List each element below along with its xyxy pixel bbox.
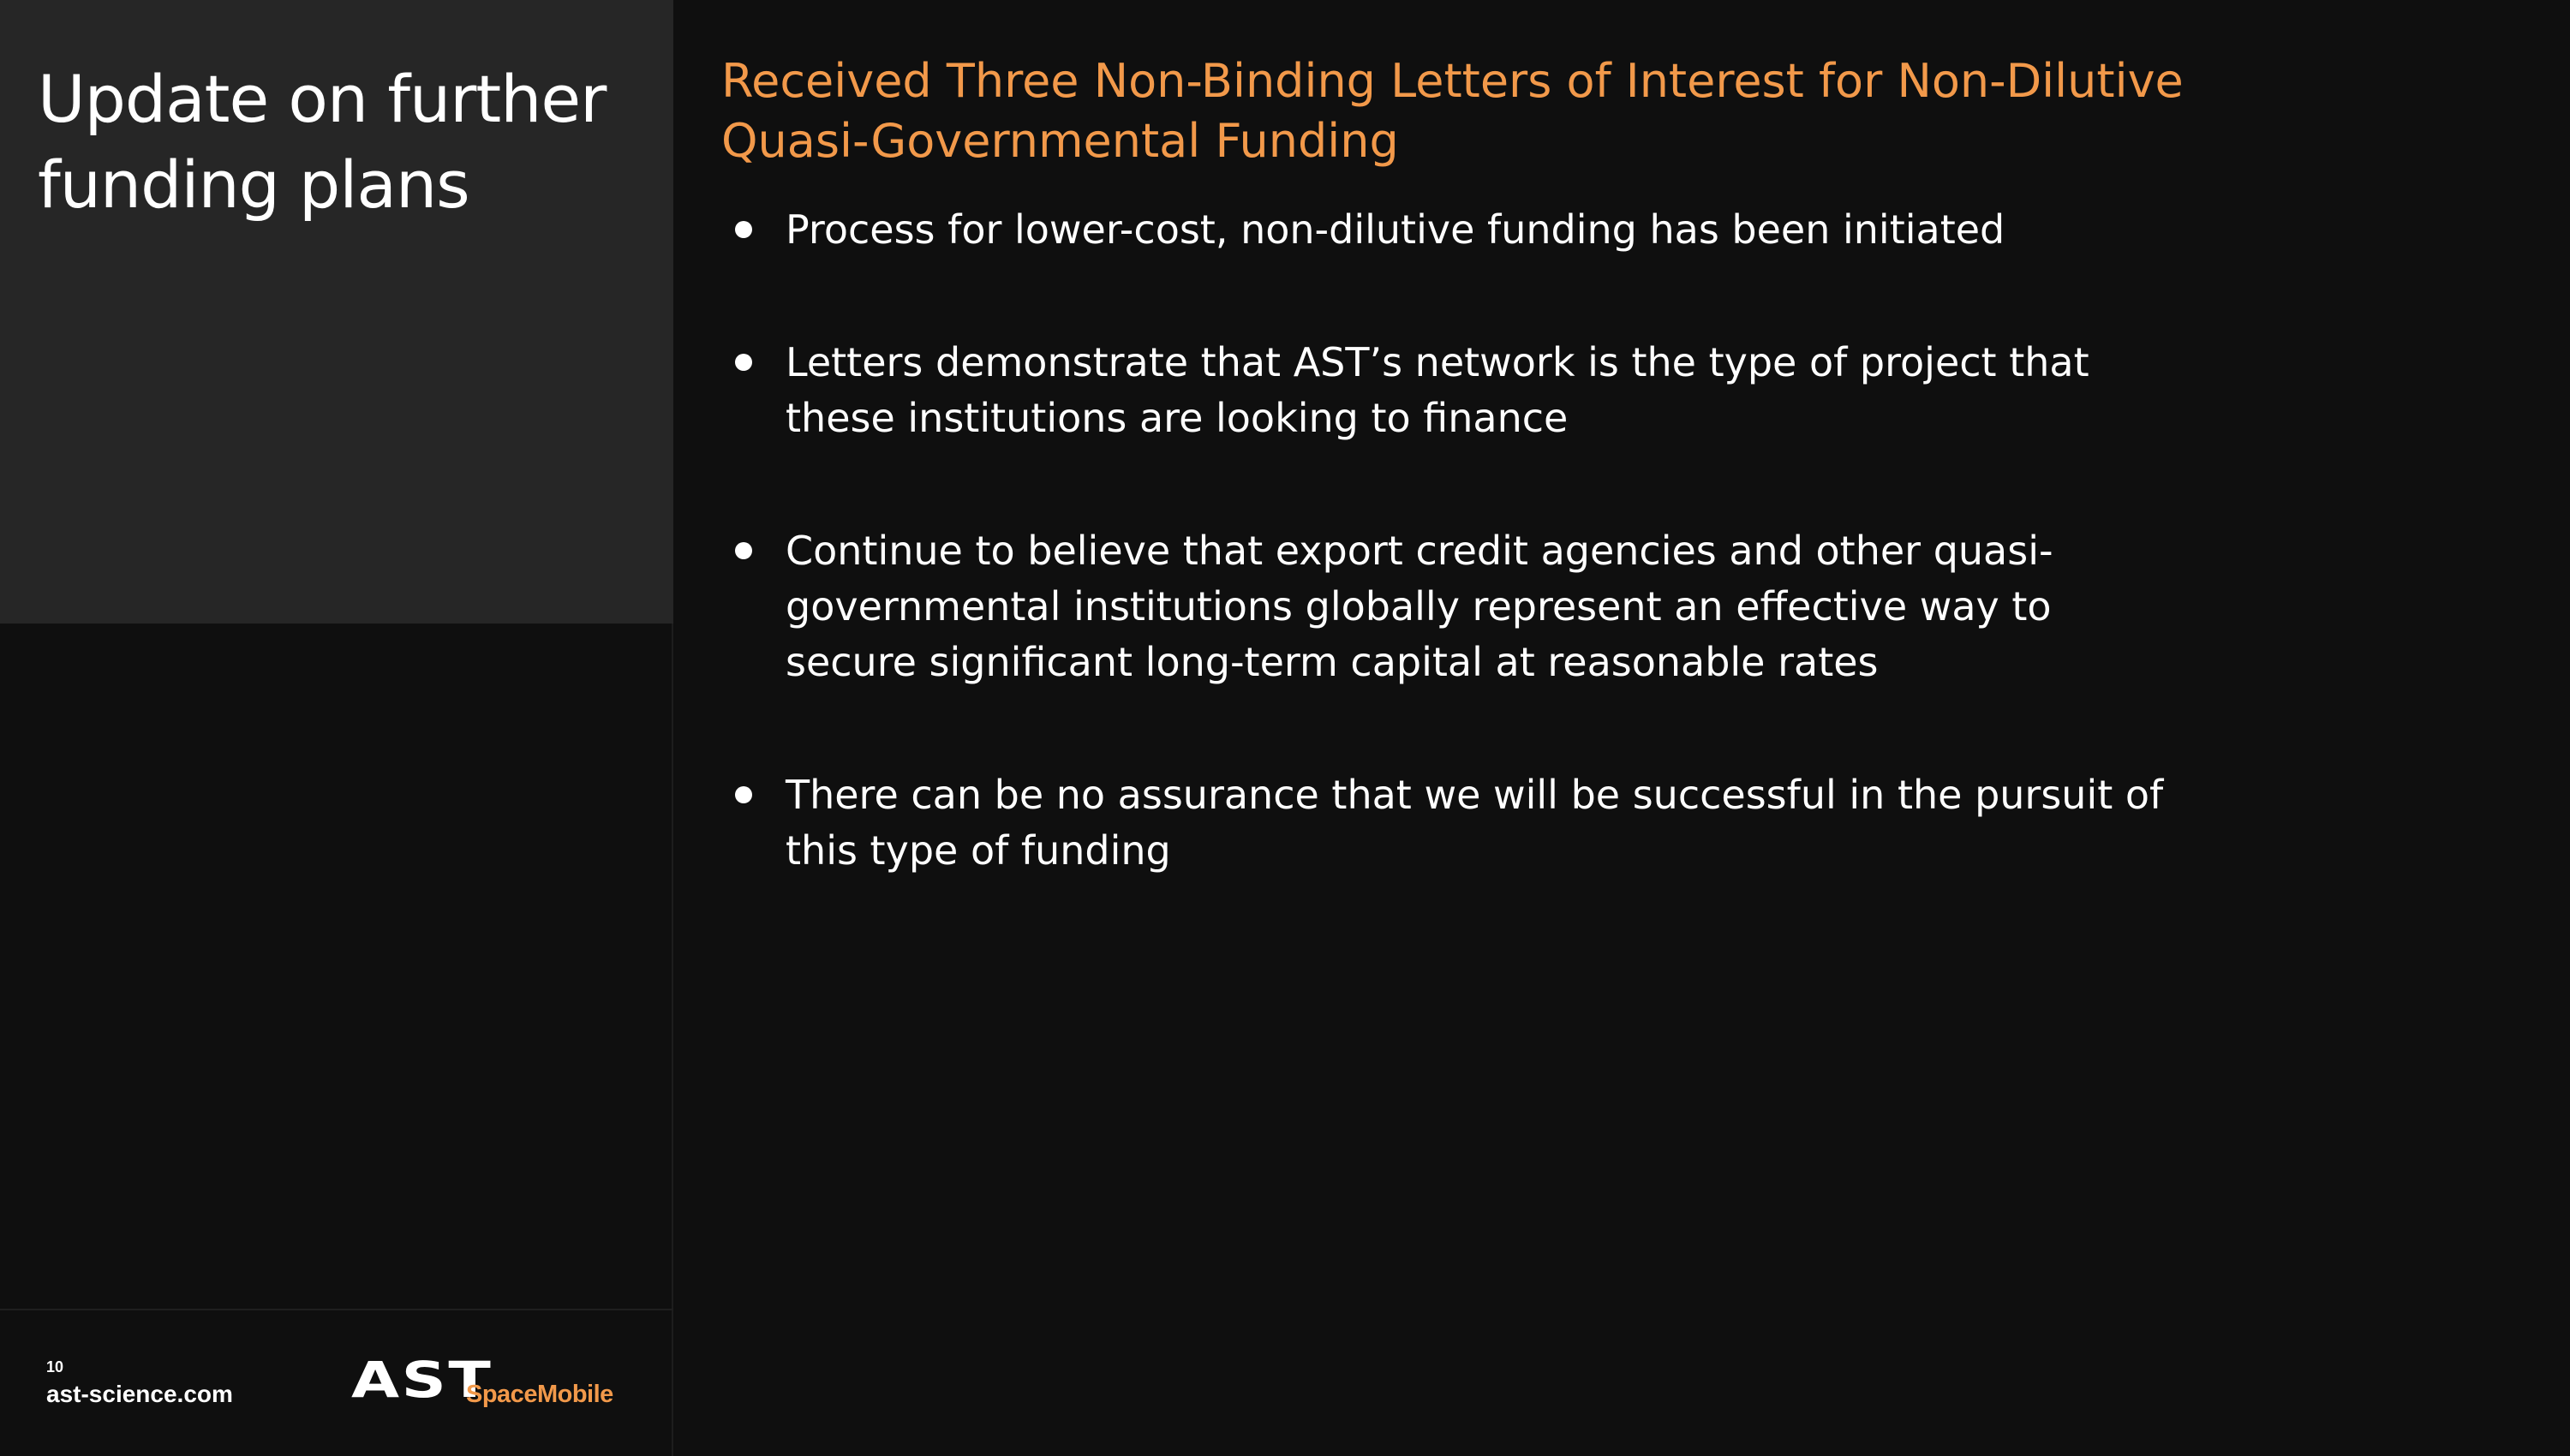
bullet-list xyxy=(721,202,2195,879)
bullet-text: Letters demonstrate that AST’s network is the type of project that these institutions are looking to finance xyxy=(786,339,2089,441)
logo-mark: AST xyxy=(351,1351,493,1409)
footer xyxy=(0,1309,673,1456)
left-panel xyxy=(0,0,673,1456)
bullet-text: There can be no assurance that we will be successful in the pursuit of this type of funding xyxy=(786,772,2164,874)
bullet-item xyxy=(721,202,2195,258)
bullet-item xyxy=(721,767,2195,879)
logo-subtitle: SpaceMobile xyxy=(466,1381,613,1408)
bullet-text: Continue to believe that export credit agencies and other quasi-governmental institutions globally represent an effective way to secure significant long-term capital at reasonable rates xyxy=(786,528,2053,685)
headline: Received Three Non-Binding Letters of Interest for Non-Dilutive Quasi-Governmental Funding xyxy=(721,54,2184,168)
bullet-dot-icon xyxy=(735,221,752,238)
website-text: ast-science.com xyxy=(46,1381,233,1407)
ast-spacemobile-logo xyxy=(351,1351,613,1415)
bullet-dot-icon xyxy=(735,542,752,559)
page-number: 10 xyxy=(46,1358,64,1375)
bullet-text: Process for lower-cost, non-dilutive funding has been initiated xyxy=(786,206,2005,253)
title-box xyxy=(0,0,673,624)
bullet-item xyxy=(721,523,2195,690)
page-title: Update on further funding plans xyxy=(38,61,607,223)
bullet-item xyxy=(721,335,2195,446)
bullet-dot-icon xyxy=(735,786,752,803)
main-content xyxy=(721,51,2263,956)
bullet-dot-icon xyxy=(735,354,752,371)
